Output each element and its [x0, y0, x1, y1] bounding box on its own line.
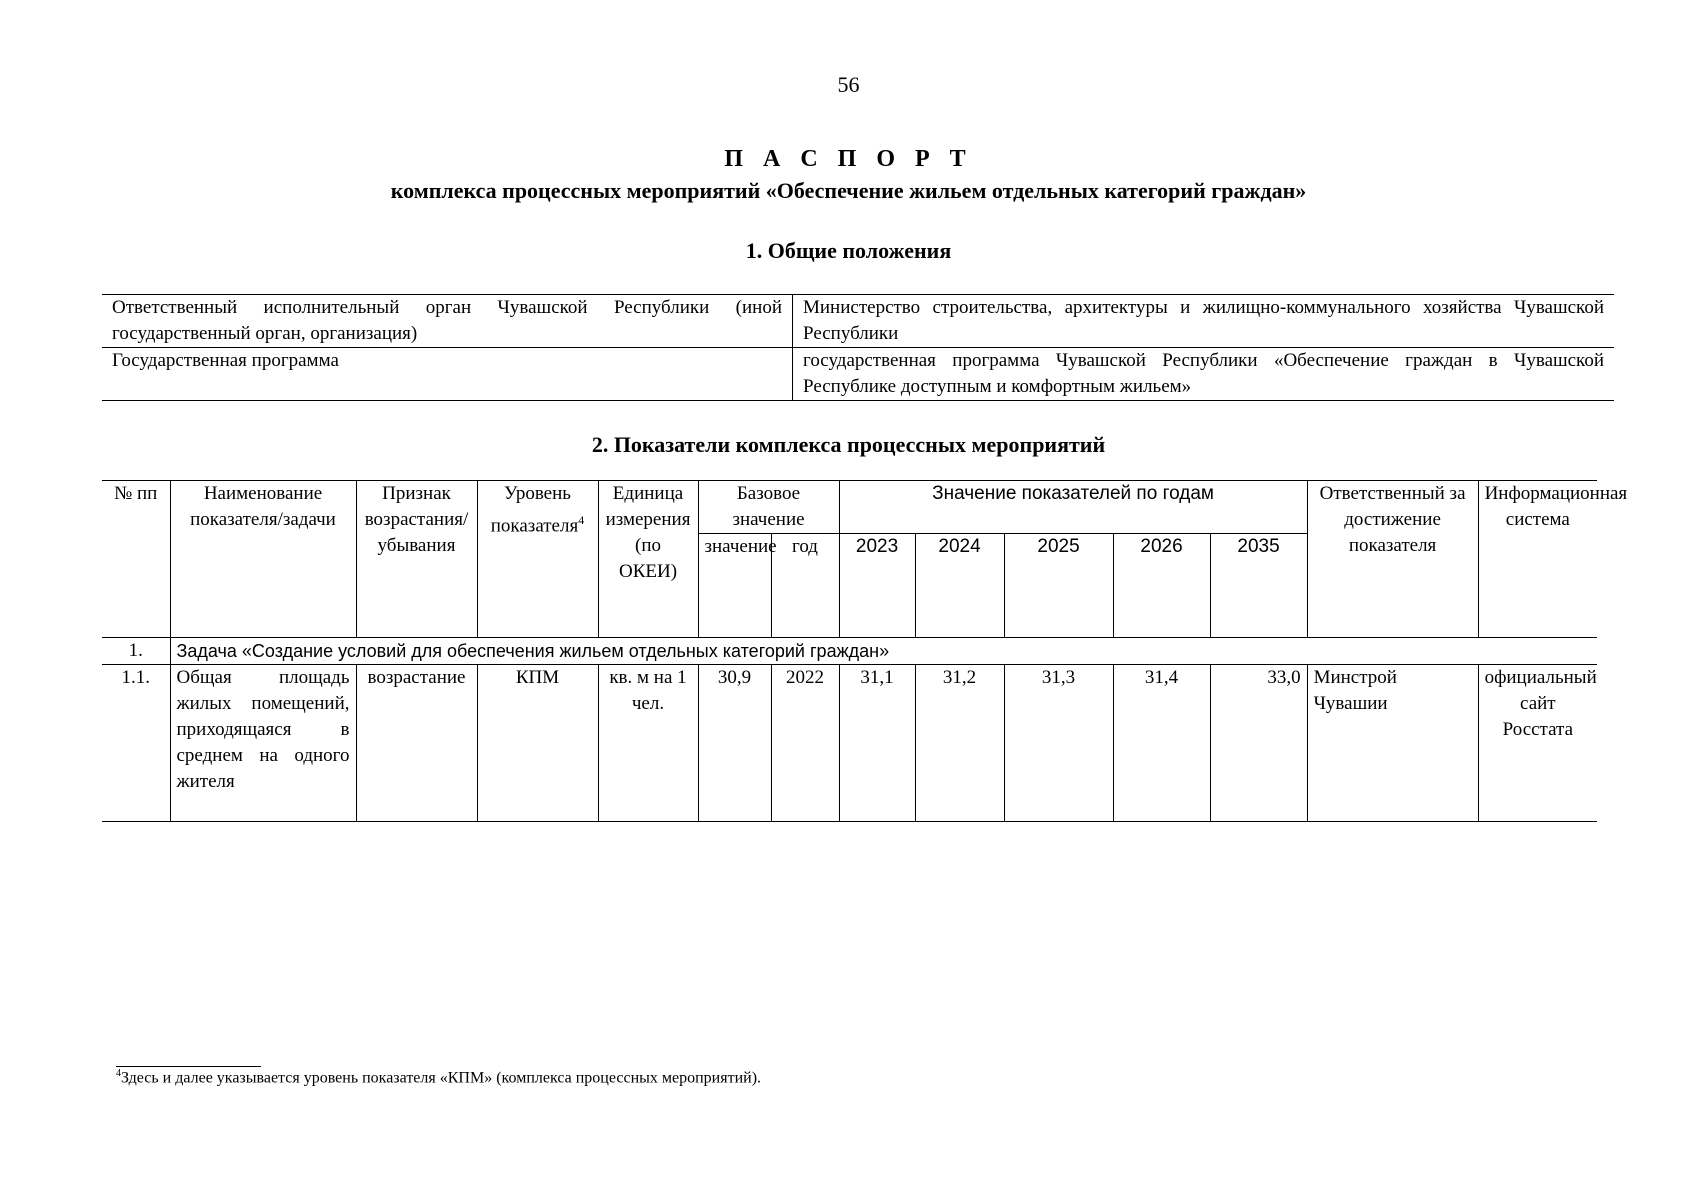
- task-row: [102, 638, 1597, 665]
- indicator-base-value: 30,9: [698, 665, 771, 822]
- indicator-sign: возрастание: [356, 665, 477, 822]
- document-title: П А С П О Р Т: [724, 146, 973, 172]
- indicators-header-row-1: [102, 481, 1597, 534]
- header-info: Информационная система: [1478, 481, 1597, 638]
- header-year-2026: 2026: [1113, 534, 1210, 638]
- section-indicators-title: 2. Показатели комплекса процессных мероприятий: [591, 432, 1106, 457]
- general-row-program: [102, 348, 1614, 401]
- indicator-value-2024: 31,2: [915, 665, 1004, 822]
- indicator-value-2026: 31,4: [1113, 665, 1210, 822]
- footnote-mark: 4: [116, 1068, 121, 1079]
- indicators-table: [102, 480, 1628, 822]
- indicator-value-2023: 31,1: [839, 665, 915, 822]
- indicator-level: КПМ: [477, 665, 598, 822]
- indicator-value-2035: 33,0: [1210, 665, 1307, 822]
- indicator-row: [102, 665, 1597, 822]
- general-value-responsible: Министерство строительства, архитектуры и жилищно-коммунального хозяйства Чувашской Республики: [793, 295, 1615, 348]
- header-year-2024: 2024: [915, 534, 1004, 638]
- indicator-responsible: Минстрой Чувашии: [1307, 665, 1478, 822]
- header-num: № пп: [102, 481, 170, 638]
- footnote-separator: [116, 1066, 261, 1067]
- indicator-value-2025: 31,3: [1004, 665, 1113, 822]
- general-row-responsible: [102, 295, 1614, 348]
- task-text: Задача «Создание условий для обеспечения жильем отдельных категорий граждан»: [170, 638, 1597, 665]
- indicator-num: 1.1.: [102, 665, 170, 822]
- header-level: [477, 481, 598, 638]
- section-general-title: 1. Общие положения: [745, 238, 952, 263]
- header-base: Базовое значение: [698, 481, 839, 534]
- page-number: 56: [837, 72, 860, 97]
- header-base-year: год: [771, 534, 839, 638]
- footnote-text: Здесь и далее указывается уровень показателя «КПМ» (комплекса процессных мероприятий).: [121, 1069, 762, 1087]
- document-subtitle: комплекса процессных мероприятий «Обеспечение жильем отдельных категорий граждан»: [390, 178, 1307, 203]
- header-sign: Признак возрастания/убывания: [356, 481, 477, 638]
- task-num: 1.: [102, 638, 170, 665]
- indicator-info: официальный сайт Росстата: [1478, 665, 1597, 822]
- header-level-footnote-mark: 4: [578, 513, 585, 527]
- general-provisions-table: [102, 294, 1614, 401]
- header-year-2035: 2035: [1210, 534, 1307, 638]
- header-unit: Единица измерения (по ОКЕИ): [598, 481, 698, 638]
- header-year-2023: 2023: [839, 534, 915, 638]
- indicator-name: Общая площадь жилых помещений, приходящаяся в среднем на одного жителя: [170, 665, 356, 822]
- header-level-text: Уровень показателя: [490, 483, 579, 537]
- header-responsible: Ответственный за достижение показателя: [1307, 481, 1478, 638]
- header-year-2025: 2025: [1004, 534, 1113, 638]
- header-name: Наименование показателя/задачи: [170, 481, 356, 638]
- general-value-program: государственная программа Чувашской Республики «Обеспечение граждан в Чувашской Республике доступным и комфортным жильем»: [793, 348, 1615, 401]
- indicator-base-year: 2022: [771, 665, 839, 822]
- footnote: [116, 1068, 761, 1087]
- general-label-program: Государственная программа: [102, 348, 793, 401]
- header-years-group: Значение показателей по годам: [839, 481, 1307, 534]
- general-label-responsible: Ответственный исполнительный орган Чувашской Республики (иной государственный орган, организация): [102, 295, 793, 348]
- header-base-value: значение: [698, 534, 771, 638]
- indicator-unit: кв. м на 1 чел.: [598, 665, 698, 822]
